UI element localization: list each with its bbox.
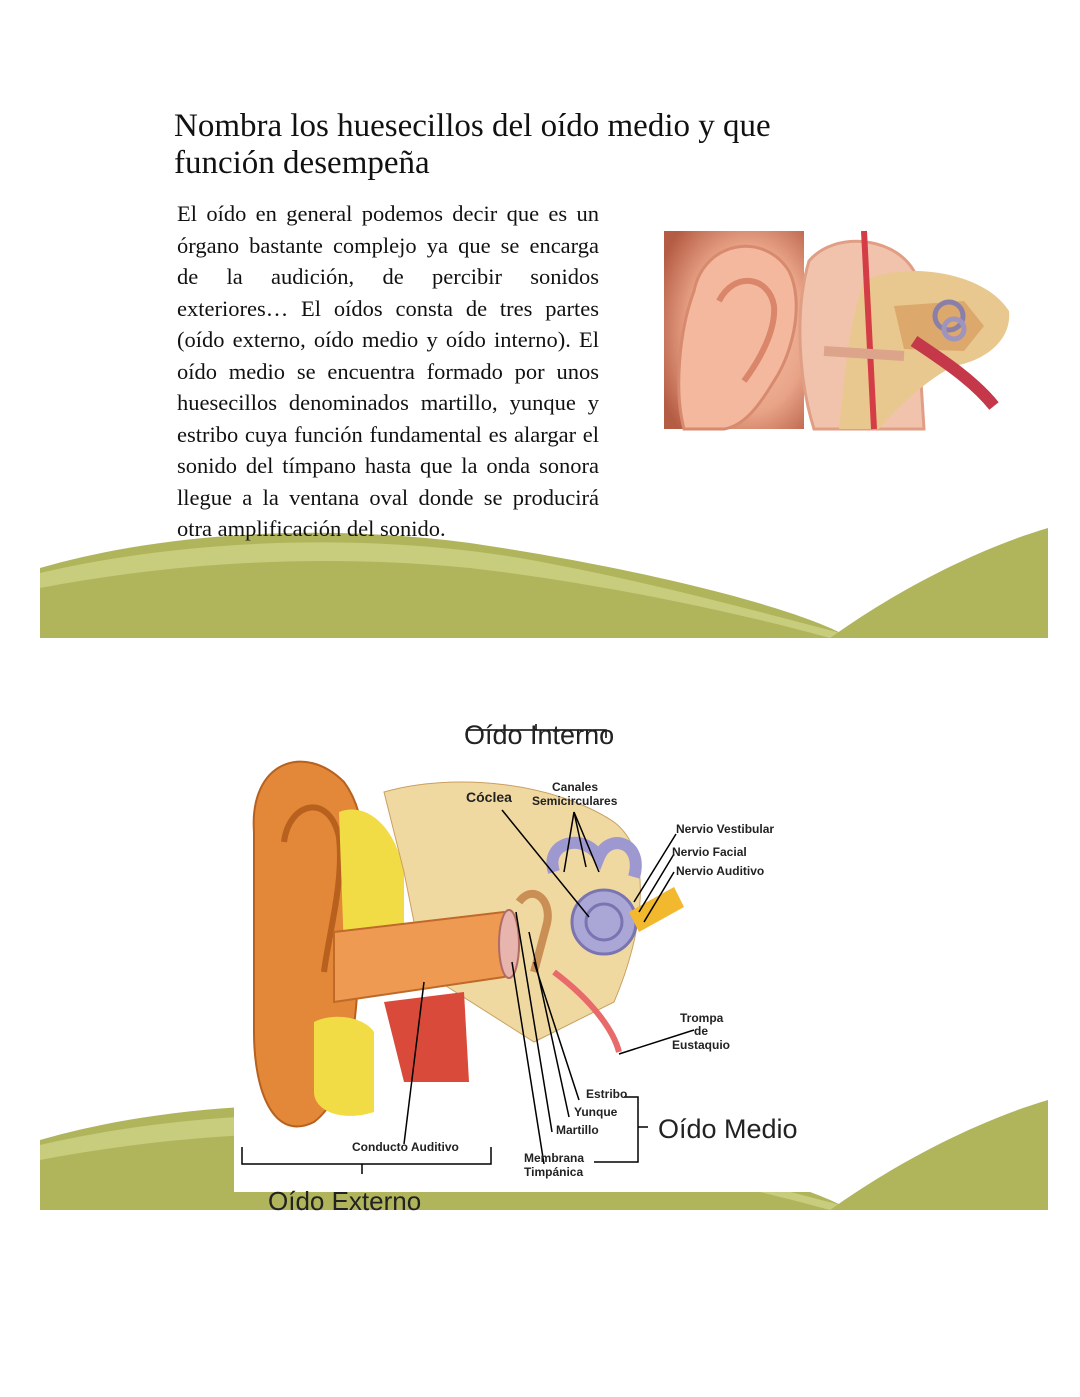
slide-1 — [40, 0, 1048, 638]
label-membrana: Membrana — [524, 1151, 585, 1165]
label-yunque: Yunque — [574, 1105, 618, 1119]
label-canales: Canales — [552, 780, 599, 794]
page-title: Nombra los huesecillos del oído medio y que función desempeña — [174, 108, 771, 181]
green-wave-decoration — [40, 528, 1048, 638]
label-nervio-auditivo: Nervio Auditivo — [676, 864, 765, 878]
label-de: de — [694, 1024, 709, 1038]
body-paragraph: El oído en general podemos decir que es un órgano bastante complejo ya que se encarga de la audición, de percibir sonidos exteriores… El oídos consta de tres partes (oído externo, oído medio y oído interno). El oído medio se encuentra formado por unos huesecillos denominados martillo, yunque y estribo cuya función fundamental es alargar el sonido del tímpano hasta que la onda sonora llegue a la ventana oval donde se producirá otra amplificación del sonido. — [177, 201, 599, 541]
label-trompa: Trompa — [680, 1011, 724, 1025]
label-nervio-vestibular: Nervio Vestibular — [676, 822, 775, 836]
label-martillo: Martillo — [556, 1123, 599, 1137]
label-conducto-auditivo: Conducto Auditivo — [352, 1140, 459, 1154]
ear-anatomy-image — [664, 231, 1012, 429]
label-oido-interno: Oído Interno — [464, 720, 615, 750]
label-oido-medio: Oído Medio — [658, 1114, 798, 1144]
ear-diagram — [234, 672, 824, 1216]
slide-2 — [40, 640, 1048, 1216]
label-oido-externo: Oído Externo — [268, 1186, 422, 1216]
label-eustaquio: Eustaquio — [672, 1038, 731, 1052]
label-timpanica: Timpánica — [524, 1165, 584, 1179]
label-nervio-facial: Nervio Facial — [672, 845, 747, 859]
label-semicirculares: Semicirculares — [532, 794, 618, 808]
label-coclea: Cóclea — [466, 789, 512, 805]
label-estribo: Estribo — [586, 1087, 628, 1101]
